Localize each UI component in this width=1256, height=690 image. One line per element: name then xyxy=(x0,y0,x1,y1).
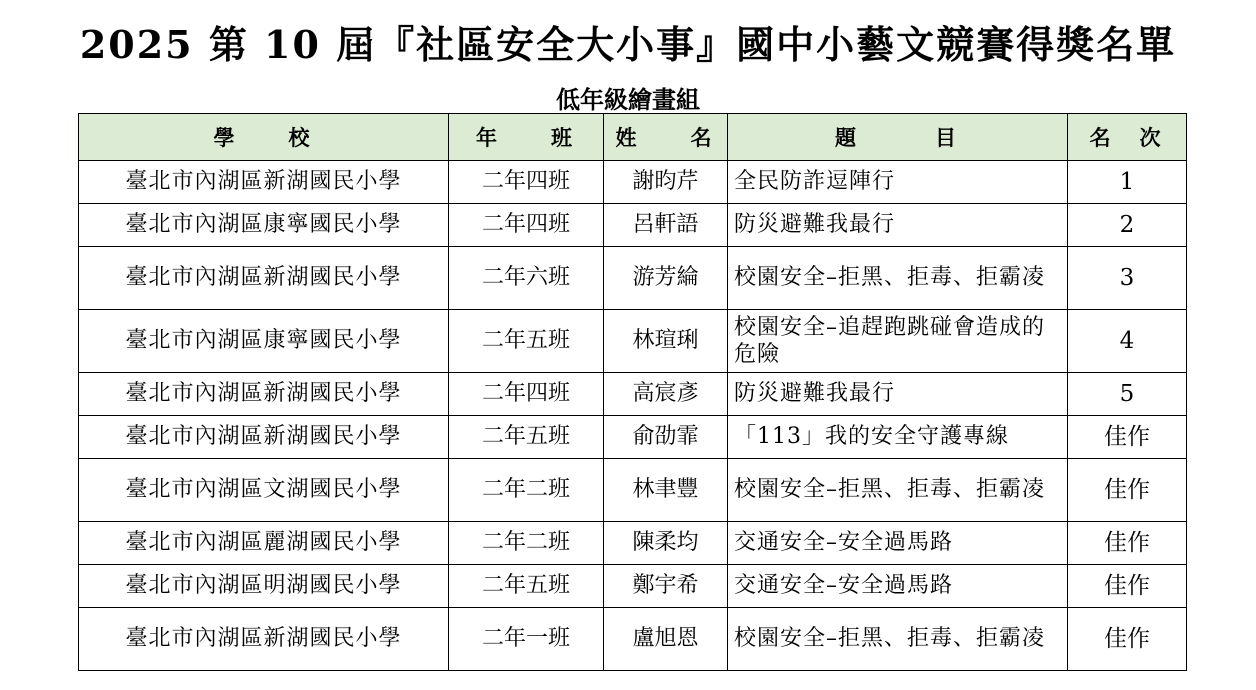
header-school: 學 校 xyxy=(79,114,449,161)
table-row xyxy=(79,608,1187,671)
table-row xyxy=(79,204,1187,247)
table-row xyxy=(79,247,1187,310)
cell-name: 俞劭霏 xyxy=(604,416,728,459)
cell-rank: 1 xyxy=(1068,161,1187,204)
table-row xyxy=(79,522,1187,565)
awards-table xyxy=(78,113,1187,671)
header-topic: 題 目 xyxy=(728,114,1068,161)
cell-topic: 校園安全–拒黑、拒毒、拒霸凌 xyxy=(728,247,1068,310)
cell-class: 二年六班 xyxy=(449,247,604,310)
cell-topic: 校園安全–拒黑、拒毒、拒霸凌 xyxy=(728,459,1068,522)
section-subtitle: 低年級繪畫組 xyxy=(556,85,700,114)
cell-name: 鄭宇希 xyxy=(604,565,728,608)
table-row xyxy=(79,565,1187,608)
cell-class: 二年五班 xyxy=(449,565,604,608)
cell-topic: 防災避難我最行 xyxy=(728,204,1068,247)
cell-rank: 佳作 xyxy=(1068,459,1187,522)
cell-name: 林瑄琍 xyxy=(604,310,728,373)
cell-rank: 佳作 xyxy=(1068,565,1187,608)
cell-rank: 佳作 xyxy=(1068,608,1187,671)
table-row xyxy=(79,161,1187,204)
cell-topic: 交通安全–安全過馬路 xyxy=(728,522,1068,565)
cell-rank: 2 xyxy=(1068,204,1187,247)
cell-class: 二年五班 xyxy=(449,416,604,459)
cell-class: 二年五班 xyxy=(449,310,604,373)
cell-name: 游芳綸 xyxy=(604,247,728,310)
cell-topic: 校園安全–追趕跑跳碰會造成的危險 xyxy=(728,310,1068,373)
cell-school: 臺北市內湖區新湖國民小學 xyxy=(79,373,449,416)
cell-school: 臺北市內湖區新湖國民小學 xyxy=(79,247,449,310)
cell-topic: 防災避難我最行 xyxy=(728,373,1068,416)
cell-rank: 佳作 xyxy=(1068,416,1187,459)
table-header-row xyxy=(79,114,1187,161)
table-row xyxy=(79,373,1187,416)
cell-name: 高宸彥 xyxy=(604,373,728,416)
cell-class: 二年四班 xyxy=(449,204,604,247)
cell-rank: 4 xyxy=(1068,310,1187,373)
cell-topic: 交通安全–安全過馬路 xyxy=(728,565,1068,608)
cell-class: 二年四班 xyxy=(449,161,604,204)
cell-topic: 「113」我的安全守護專線 xyxy=(728,416,1068,459)
document-title: 2025 第 10 屆『社區安全大小事』國中小藝文競賽得獎名單 xyxy=(79,22,1177,67)
cell-class: 二年二班 xyxy=(449,459,604,522)
cell-school: 臺北市內湖區文湖國民小學 xyxy=(79,459,449,522)
cell-rank: 佳作 xyxy=(1068,522,1187,565)
cell-rank: 3 xyxy=(1068,247,1187,310)
cell-name: 呂軒語 xyxy=(604,204,728,247)
cell-school: 臺北市內湖區康寧國民小學 xyxy=(79,204,449,247)
cell-school: 臺北市內湖區新湖國民小學 xyxy=(79,608,449,671)
cell-school: 臺北市內湖區新湖國民小學 xyxy=(79,161,449,204)
table-row xyxy=(79,416,1187,459)
header-name: 姓 名 xyxy=(604,114,728,161)
cell-name: 林聿豐 xyxy=(604,459,728,522)
cell-class: 二年二班 xyxy=(449,522,604,565)
table-row xyxy=(79,459,1187,522)
header-rank: 名 次 xyxy=(1068,114,1187,161)
cell-name: 謝昀芹 xyxy=(604,161,728,204)
cell-topic: 校園安全–拒黑、拒毒、拒霸凌 xyxy=(728,608,1068,671)
cell-name: 盧旭恩 xyxy=(604,608,728,671)
cell-topic: 全民防詐逗陣行 xyxy=(728,161,1068,204)
cell-school: 臺北市內湖區康寧國民小學 xyxy=(79,310,449,373)
table-row xyxy=(79,310,1187,373)
cell-name: 陳柔均 xyxy=(604,522,728,565)
header-class: 年 班 xyxy=(449,114,604,161)
cell-school: 臺北市內湖區新湖國民小學 xyxy=(79,416,449,459)
cell-class: 二年一班 xyxy=(449,608,604,671)
cell-school: 臺北市內湖區麗湖國民小學 xyxy=(79,522,449,565)
cell-class: 二年四班 xyxy=(449,373,604,416)
cell-rank: 5 xyxy=(1068,373,1187,416)
cell-school: 臺北市內湖區明湖國民小學 xyxy=(79,565,449,608)
